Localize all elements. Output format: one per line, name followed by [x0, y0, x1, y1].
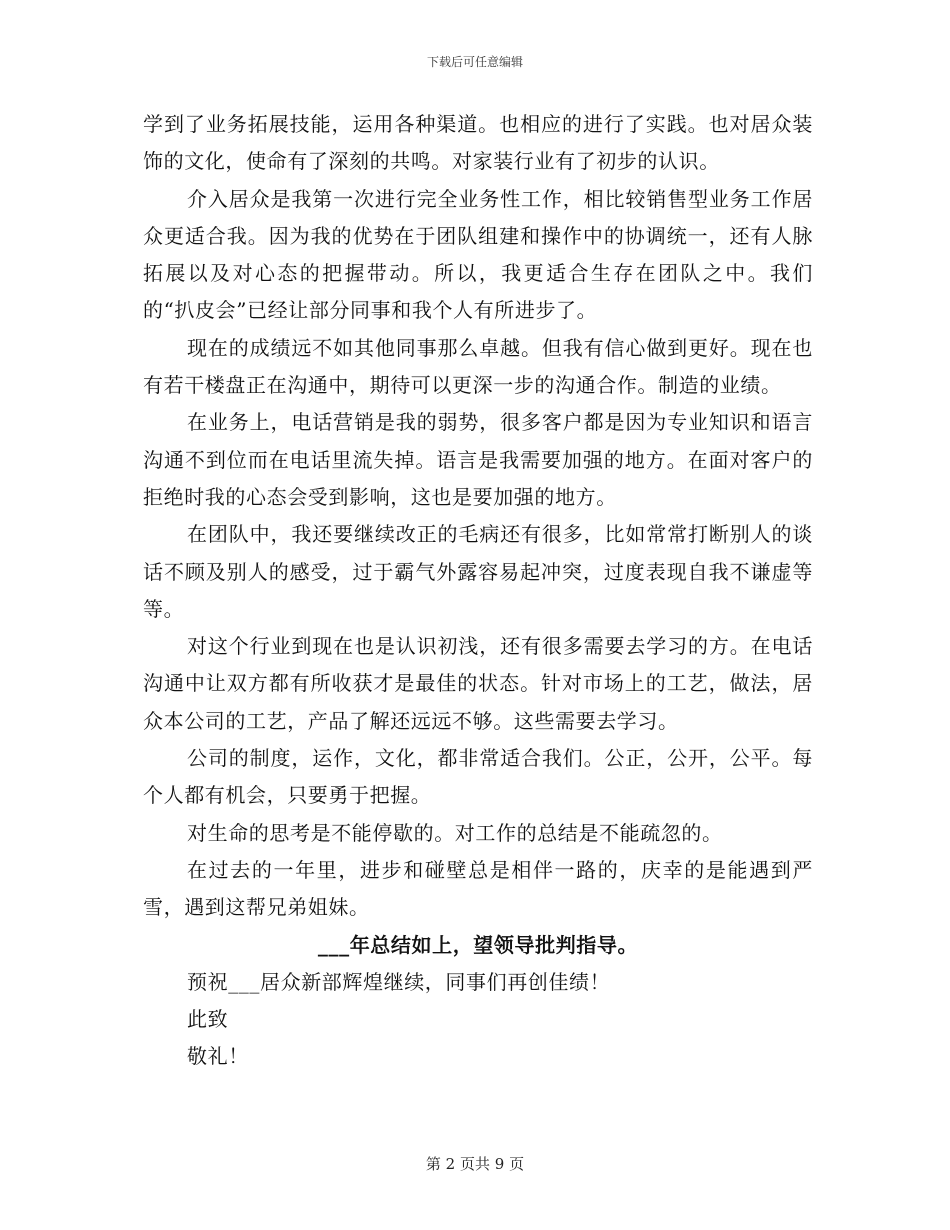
paragraph-7: 公司的制度，运作，文化，都非常适合我们。公正，公开，公平。每个人都有机会，只要勇于把握。: [143, 746, 813, 808]
paragraph-1: 学到了业务拓展技能，运用各种渠道。也相应的进行了实践。也对居众装饰的文化，使命有了深刻的共鸣。对家装行业有了初步的认识。: [143, 112, 813, 174]
paragraph-3: 现在的成绩远不如其他同事那么卓越。但我有信心做到更好。现在也有若干楼盘正在沟通中，期待可以更深一步的沟通合作。制造的业绩。: [143, 335, 813, 398]
page-header: 下载后可任意编辑: [426, 55, 523, 69]
paragraph-9: 在过去的一年里，进步和碰壁总是相伴一路的，庆幸的是能遇到严雪，遇到这帮兄弟姐妹。: [143, 857, 813, 920]
paragraph-5: 在团队中，我还要继续改正的毛病还有很多，比如常常打断别人的谈话不顾及别人的感受，过于霸气外露容易起冲突，过度表现自我不谦虚等等。: [143, 522, 813, 621]
paragraph-4: 在业务上，电话营销是我的弱势，很多客户都是因为专业知识和语言沟通不到位而在电话里流失掉。语言是我需要加强的地方。在面对客户的拒绝时我的心态会受到影响，这也是要加强的地方。: [143, 410, 813, 509]
paragraph-2: 介入居众是我第一次进行完全业务性工作，相比较销售型业务工作居众更适合我。因为我的优势在于团队组建和操作中的协调统一，还有人脉拓展以及对心态的把握带动。所以，我更适合生存在团队之中。我们的“扒皮会”已经让部分同事和我个人有所进步了。: [143, 186, 813, 323]
summary-line: ___年总结如上，望领导批判指导。: [317, 932, 639, 957]
closing-line-2: 敬礼！: [187, 1044, 249, 1069]
closing-line-1: 此致: [187, 1007, 229, 1032]
paragraph-6: 对这个行业到现在也是认识初浅，还有很多需要去学习的方。在电话沟通中让双方都有所收获才是最佳的状态。针对市场上的工艺，做法，居众本公司的工艺，产品了解还远远不够。这些需要去学习。: [143, 634, 813, 733]
page-number: 第 2 页共 9 页: [425, 1155, 525, 1173]
paragraph-8: 对生命的思考是不能停歇的。对工作的总结是不能疏忽的。: [187, 820, 723, 845]
document-body: [143, 106, 813, 1076]
wish-line: 预祝___居众新部辉煌继续，同事们再创佳绩！: [187, 969, 611, 994]
